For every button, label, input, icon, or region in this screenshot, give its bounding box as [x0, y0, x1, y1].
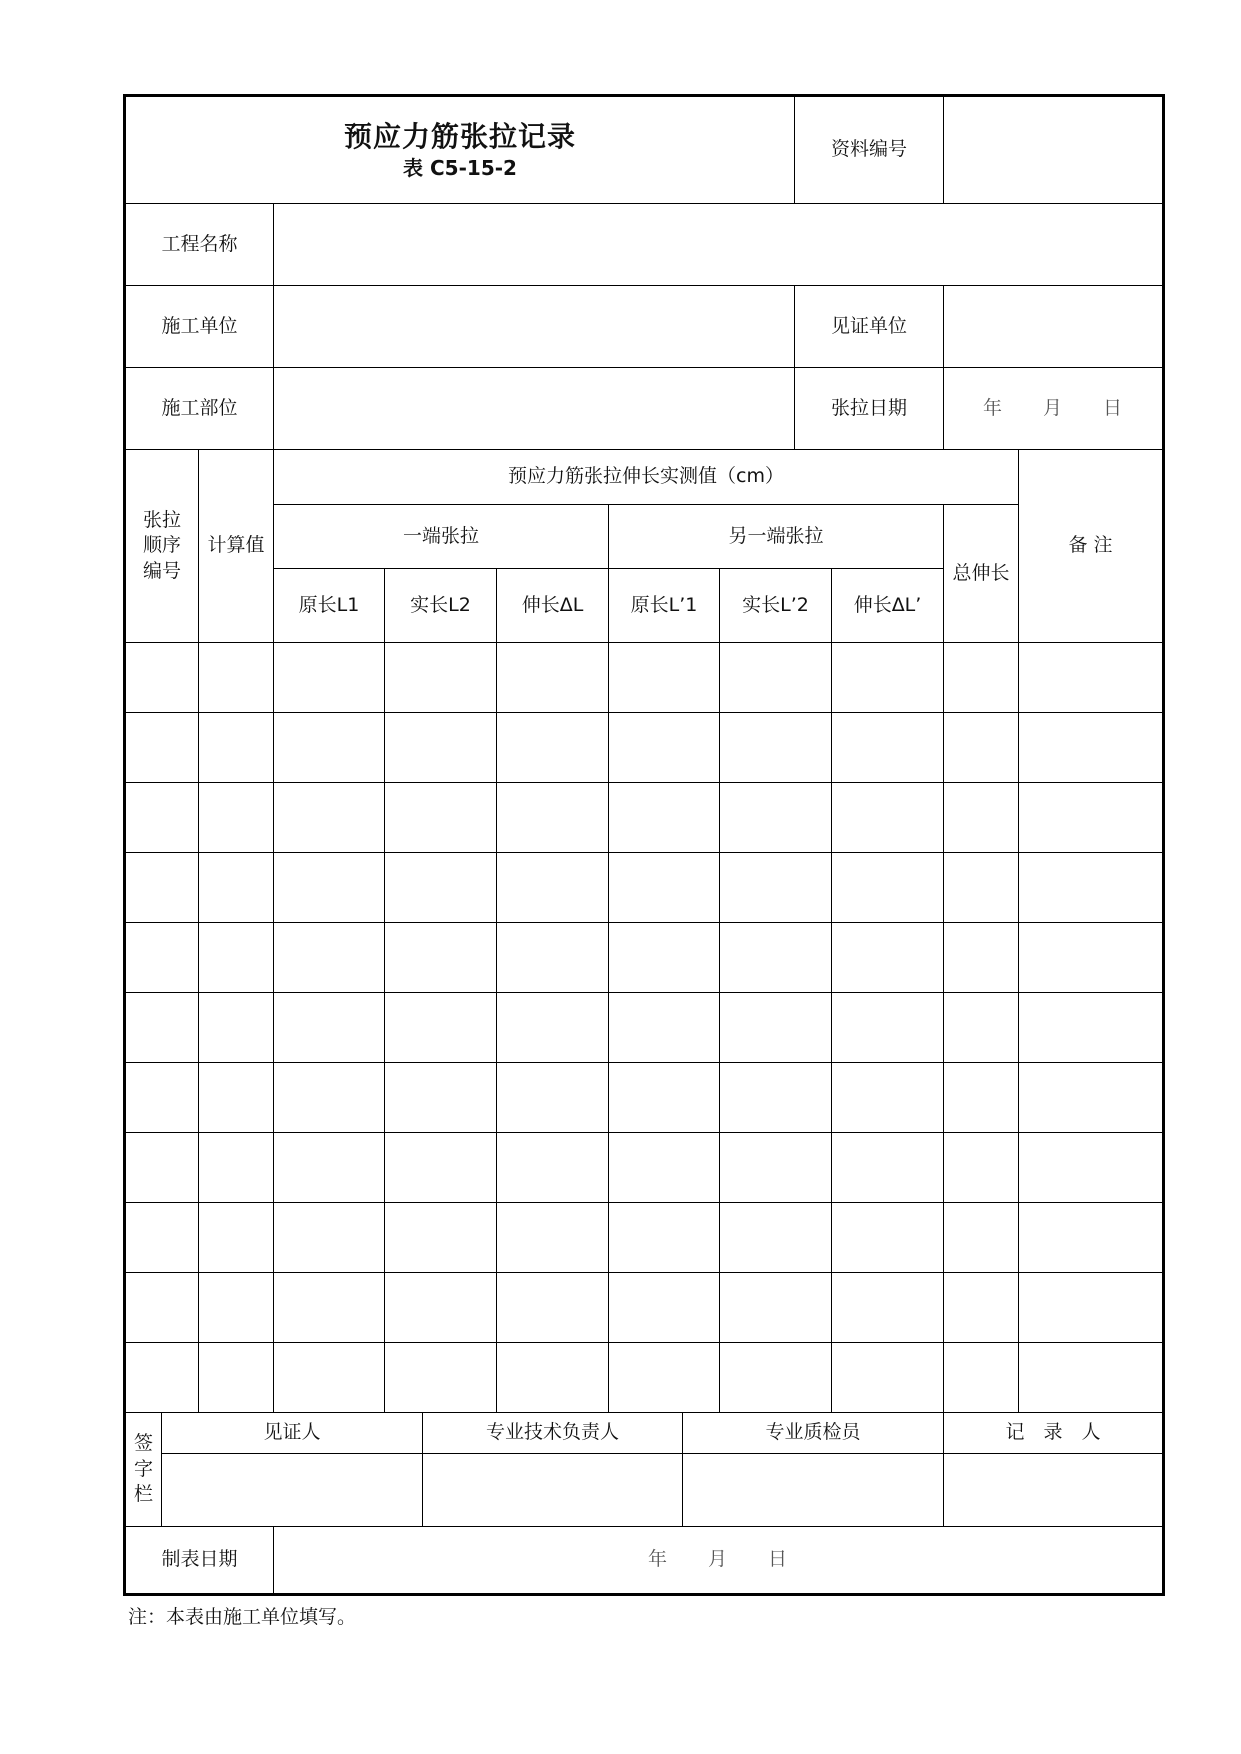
actual-length-l2-prime-header: 实长L’2	[742, 593, 809, 616]
actual-length-l2-prime-cell[interactable]	[721, 993, 832, 1062]
original-length-l1-prime-cell[interactable]	[610, 993, 720, 1062]
witness-unit-label: 见证单位	[830, 314, 907, 337]
actual-length-l2-cell[interactable]	[386, 1203, 497, 1272]
calc-value-cell[interactable]	[200, 783, 274, 852]
actual-length-l2-cell[interactable]	[386, 783, 497, 852]
elongation-dl-prime-cell[interactable]	[833, 993, 944, 1062]
original-length-l1-prime-header: 原长L’1	[630, 593, 698, 616]
original-length-l1-prime-cell[interactable]	[610, 1273, 720, 1342]
calc-value-cell[interactable]	[200, 1063, 274, 1132]
actual-length-l2-prime-cell[interactable]	[721, 1343, 832, 1412]
elongation-dl-prime-cell[interactable]	[833, 1203, 944, 1272]
actual-length-l2-prime-cell[interactable]	[721, 1063, 832, 1132]
original-length-l1-cell[interactable]	[275, 783, 385, 852]
seq-number-cell[interactable]	[127, 1343, 199, 1412]
original-length-l1-prime-cell[interactable]	[610, 713, 720, 782]
actual-length-l2-cell[interactable]	[386, 1273, 497, 1342]
actual-length-l2-cell[interactable]	[386, 1343, 497, 1412]
elongation-dl-cell[interactable]	[498, 783, 609, 852]
original-length-l1-prime-cell[interactable]	[610, 1203, 720, 1272]
calc-value-cell[interactable]	[200, 643, 274, 712]
one-end-tension-header: 一端张拉	[402, 524, 479, 547]
elongation-dl-cell[interactable]	[498, 1203, 609, 1272]
quality-inspector-label: 专业质检员	[765, 1421, 861, 1444]
form-title: 预应力筋张拉记录	[343, 119, 576, 153]
remark-cell[interactable]	[1020, 853, 1162, 922]
tension-date-field[interactable]: 年 月 日	[982, 396, 1123, 419]
seq-number-cell[interactable]	[127, 853, 199, 922]
signature-section-char: 签	[133, 1432, 153, 1455]
actual-length-l2-cell[interactable]	[386, 1063, 497, 1132]
signature-section-label	[126, 1413, 161, 1526]
witness-unit-field[interactable]	[944, 286, 1162, 367]
recorder-signature[interactable]	[944, 1454, 1162, 1526]
elongation-dl-prime-cell[interactable]	[833, 1343, 944, 1412]
elongation-dl-cell[interactable]	[498, 643, 609, 712]
original-length-l1-cell[interactable]	[275, 643, 385, 712]
actual-length-l2-prime-cell[interactable]	[721, 1133, 832, 1202]
original-length-l1-cell[interactable]	[275, 853, 385, 922]
doc-no-field[interactable]	[944, 97, 1162, 203]
quality-inspector-signature[interactable]	[683, 1454, 943, 1526]
elongation-dl-prime-cell[interactable]	[833, 1133, 944, 1202]
seq-number-cell[interactable]	[127, 993, 199, 1062]
actual-length-l2-cell[interactable]	[386, 923, 497, 992]
original-length-l1-prime-cell[interactable]	[610, 783, 720, 852]
total-elongation-cell[interactable]	[945, 993, 1019, 1062]
actual-length-l2-prime-cell[interactable]	[721, 1273, 832, 1342]
elongation-dl-cell[interactable]	[498, 1133, 609, 1202]
original-length-l1-header: 原长L1	[298, 593, 360, 616]
original-length-l1-cell[interactable]	[275, 1343, 385, 1412]
seq-number-cell[interactable]	[127, 643, 199, 712]
actual-length-l2-prime-cell[interactable]	[721, 783, 832, 852]
seq-number-header-line: 编号	[142, 559, 181, 582]
project-name-label: 工程名称	[161, 232, 238, 255]
actual-length-l2-prime-cell[interactable]	[721, 853, 832, 922]
technical-lead-signature[interactable]	[423, 1454, 682, 1526]
remark-cell[interactable]	[1020, 923, 1162, 992]
signature-section-char: 字	[133, 1457, 153, 1480]
actual-length-l2-cell[interactable]	[386, 643, 497, 712]
measured-elongation-header: 预应力筋张拉伸长实测值（cm）	[508, 465, 784, 488]
elongation-dl-cell[interactable]	[498, 1063, 609, 1132]
actual-length-l2-prime-cell[interactable]	[721, 923, 832, 992]
calc-value-cell[interactable]	[200, 1343, 274, 1412]
original-length-l1-cell[interactable]	[275, 1133, 385, 1202]
original-length-l1-prime-cell[interactable]	[610, 1343, 720, 1412]
total-elongation-cell[interactable]	[945, 1203, 1019, 1272]
elongation-dl-prime-cell[interactable]	[833, 783, 944, 852]
footer-note: 注：本表由施工单位填写。	[128, 1606, 357, 1628]
remark-cell[interactable]	[1020, 993, 1162, 1062]
calc-value-cell[interactable]	[200, 713, 274, 782]
total-elongation-cell[interactable]	[945, 643, 1019, 712]
elongation-dl-cell[interactable]	[498, 923, 609, 992]
seq-number-cell[interactable]	[127, 1203, 199, 1272]
other-end-tension-header: 另一端张拉	[728, 524, 824, 547]
actual-length-l2-cell[interactable]	[386, 713, 497, 782]
witness-person-signature[interactable]	[162, 1454, 422, 1526]
remark-cell[interactable]	[1020, 713, 1162, 782]
total-elongation-cell[interactable]	[945, 783, 1019, 852]
original-length-l1-prime-cell[interactable]	[610, 923, 720, 992]
remark-cell[interactable]	[1020, 1133, 1162, 1202]
calc-value-cell[interactable]	[200, 1133, 274, 1202]
witness-person-label: 见证人	[263, 1421, 321, 1444]
seq-number-header	[126, 450, 198, 642]
construction-part-label: 施工部位	[161, 396, 238, 419]
elongation-dl-prime-cell[interactable]	[833, 923, 944, 992]
remark-cell[interactable]	[1020, 643, 1162, 712]
construction-unit-field[interactable]	[274, 286, 794, 367]
seq-number-header-line: 顺序	[142, 534, 181, 557]
form-date-label: 制表日期	[161, 1548, 238, 1571]
original-length-l1-prime-cell[interactable]	[610, 643, 720, 712]
actual-length-l2-header: 实长L2	[410, 593, 471, 616]
total-elongation-cell[interactable]	[945, 1063, 1019, 1132]
seq-number-cell[interactable]	[127, 1273, 199, 1342]
remark-cell[interactable]	[1020, 1063, 1162, 1132]
actual-length-l2-prime-cell[interactable]	[721, 643, 832, 712]
remark-cell[interactable]	[1020, 1273, 1162, 1342]
technical-lead-label: 专业技术负责人	[485, 1421, 619, 1444]
original-length-l1-cell[interactable]	[275, 1063, 385, 1132]
actual-length-l2-cell[interactable]	[386, 993, 497, 1062]
remark-cell[interactable]	[1020, 783, 1162, 852]
tension-date-label: 张拉日期	[830, 396, 907, 419]
elongation-dl-prime-cell[interactable]	[833, 853, 944, 922]
total-elongation-header: 总伸长	[952, 561, 1010, 584]
seq-number-header-line: 张拉	[142, 508, 181, 531]
form-title-block	[126, 97, 794, 203]
seq-number-cell[interactable]	[127, 713, 199, 782]
signature-section-char: 栏	[133, 1483, 153, 1506]
construction-unit-label: 施工单位	[161, 314, 238, 337]
actual-length-l2-prime-cell[interactable]	[721, 713, 832, 782]
doc-no-label: 资料编号	[830, 138, 907, 161]
calc-value-header: 计算值	[207, 534, 265, 557]
form-code: 表 C5-15-2	[403, 156, 517, 181]
calc-value-cell[interactable]	[200, 1203, 274, 1272]
seq-number-cell[interactable]	[127, 923, 199, 992]
total-elongation-cell[interactable]	[945, 853, 1019, 922]
total-elongation-cell[interactable]	[945, 1343, 1019, 1412]
actual-length-l2-cell[interactable]	[386, 1133, 497, 1202]
seq-number-cell[interactable]	[127, 783, 199, 852]
calc-value-cell[interactable]	[200, 1273, 274, 1342]
original-length-l1-cell[interactable]	[275, 713, 385, 782]
elongation-dl-cell[interactable]	[498, 1273, 609, 1342]
calc-value-cell[interactable]	[200, 993, 274, 1062]
form-date-field[interactable]: 年 月 日	[647, 1548, 788, 1571]
original-length-l1-cell[interactable]	[275, 993, 385, 1062]
elongation-dl-header: 伸长ΔL	[521, 593, 584, 616]
original-length-l1-cell[interactable]	[275, 1203, 385, 1272]
total-elongation-cell[interactable]	[945, 713, 1019, 782]
elongation-dl-cell[interactable]	[498, 713, 609, 782]
actual-length-l2-cell[interactable]	[386, 853, 497, 922]
calc-value-cell[interactable]	[200, 853, 274, 922]
calc-value-cell[interactable]	[200, 923, 274, 992]
total-elongation-cell[interactable]	[945, 923, 1019, 992]
original-length-l1-cell[interactable]	[275, 923, 385, 992]
elongation-dl-cell[interactable]	[498, 853, 609, 922]
elongation-dl-prime-cell[interactable]	[833, 1063, 944, 1132]
construction-part-field[interactable]	[274, 368, 794, 449]
original-length-l1-prime-cell[interactable]	[610, 1133, 720, 1202]
original-length-l1-cell[interactable]	[275, 1273, 385, 1342]
elongation-dl-prime-cell[interactable]	[833, 713, 944, 782]
total-elongation-cell[interactable]	[945, 1133, 1019, 1202]
elongation-dl-cell[interactable]	[498, 1343, 609, 1412]
recorder-label: 记 录 人	[1005, 1421, 1101, 1444]
remark-cell[interactable]	[1020, 1343, 1162, 1412]
remark-cell[interactable]	[1020, 1203, 1162, 1272]
actual-length-l2-prime-cell[interactable]	[721, 1203, 832, 1272]
elongation-dl-prime-cell[interactable]	[833, 1273, 944, 1342]
original-length-l1-prime-cell[interactable]	[610, 853, 720, 922]
project-name-field[interactable]	[274, 204, 1162, 285]
remark-header: 备 注	[1068, 534, 1113, 557]
elongation-dl-prime-cell[interactable]	[833, 643, 944, 712]
elongation-dl-prime-header: 伸长ΔL’	[853, 593, 922, 616]
elongation-dl-cell[interactable]	[498, 993, 609, 1062]
seq-number-cell[interactable]	[127, 1133, 199, 1202]
seq-number-cell[interactable]	[127, 1063, 199, 1132]
total-elongation-cell[interactable]	[945, 1273, 1019, 1342]
original-length-l1-prime-cell[interactable]	[610, 1063, 720, 1132]
